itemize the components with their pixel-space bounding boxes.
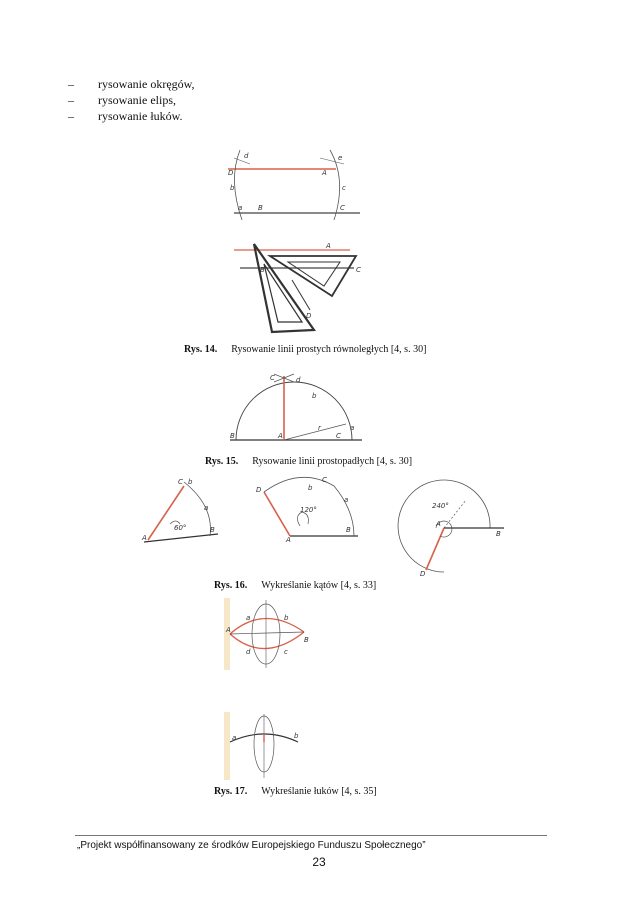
label: A	[286, 536, 291, 542]
bullet-list	[68, 76, 195, 124]
footer-divider	[75, 835, 547, 836]
label: C	[322, 476, 327, 484]
label: D	[420, 570, 426, 578]
label: b	[312, 392, 317, 400]
label: B	[258, 204, 263, 212]
label: r	[318, 424, 321, 432]
label: C	[270, 374, 275, 382]
figure-16-caption: Rys. 16. Wykreślanie kątów [4, s. 33]	[214, 580, 377, 591]
label: 60°	[174, 524, 187, 532]
figure-14-drawing	[222, 140, 372, 340]
figure-17-top-drawing	[224, 598, 312, 670]
label: b	[188, 478, 193, 486]
label: c	[342, 184, 346, 192]
list-item: – rysowanie łuków.	[68, 109, 183, 123]
label: A	[142, 534, 147, 542]
footer-text: „Projekt współfinansowany ze środków Europejskiego Funduszu Społecznego”	[77, 840, 426, 851]
figure-17-bottom-drawing	[224, 712, 304, 780]
label: a	[232, 734, 237, 742]
label: A	[226, 626, 231, 634]
label: 240°	[432, 502, 449, 510]
label: B	[230, 432, 235, 440]
label: b	[230, 184, 235, 192]
label: 120°	[300, 506, 317, 514]
label: B	[260, 266, 265, 274]
label: B	[496, 530, 501, 538]
list-item: – rysowanie okręgów,	[68, 77, 195, 91]
label: C	[356, 266, 361, 274]
figure-16c-drawing	[396, 478, 508, 578]
label: b	[294, 732, 299, 740]
label: B	[346, 526, 351, 534]
label: a	[344, 496, 349, 504]
label: D	[306, 312, 312, 320]
label: d	[244, 152, 249, 160]
label: A	[322, 169, 327, 177]
label: B	[304, 636, 309, 644]
label: a	[238, 204, 243, 212]
figure-16a-drawing	[140, 476, 224, 546]
label: a	[350, 424, 355, 432]
figure-15-caption: Rys. 15. Rysowanie linii prostopadłych [4, s. 30]	[205, 456, 413, 467]
label: C	[340, 204, 345, 212]
label: C	[336, 432, 341, 440]
label: a	[246, 614, 251, 622]
label: e	[338, 154, 343, 162]
label: C	[178, 478, 183, 486]
figure-15-drawing	[226, 368, 366, 448]
list-item: – rysowanie elips,	[68, 93, 176, 107]
label: b	[284, 614, 289, 622]
label: a	[204, 504, 209, 512]
label: D	[228, 169, 234, 177]
label: B	[210, 526, 215, 534]
label: A	[436, 520, 441, 528]
figure-17-caption: Rys. 17. Wykreślanie łuków [4, s. 35]	[214, 786, 377, 797]
label: b	[308, 484, 313, 492]
label: d	[246, 648, 251, 656]
label: D	[256, 486, 262, 494]
label: A	[278, 432, 283, 440]
figure-16b-drawing	[250, 470, 360, 542]
label: A	[326, 242, 331, 250]
figure-14-caption: Rys. 14. Rysowanie linii prostych równoległych [4, s. 30]	[184, 344, 427, 355]
label: d	[296, 376, 301, 384]
label: c	[284, 648, 288, 656]
page-number: 23	[312, 855, 326, 869]
